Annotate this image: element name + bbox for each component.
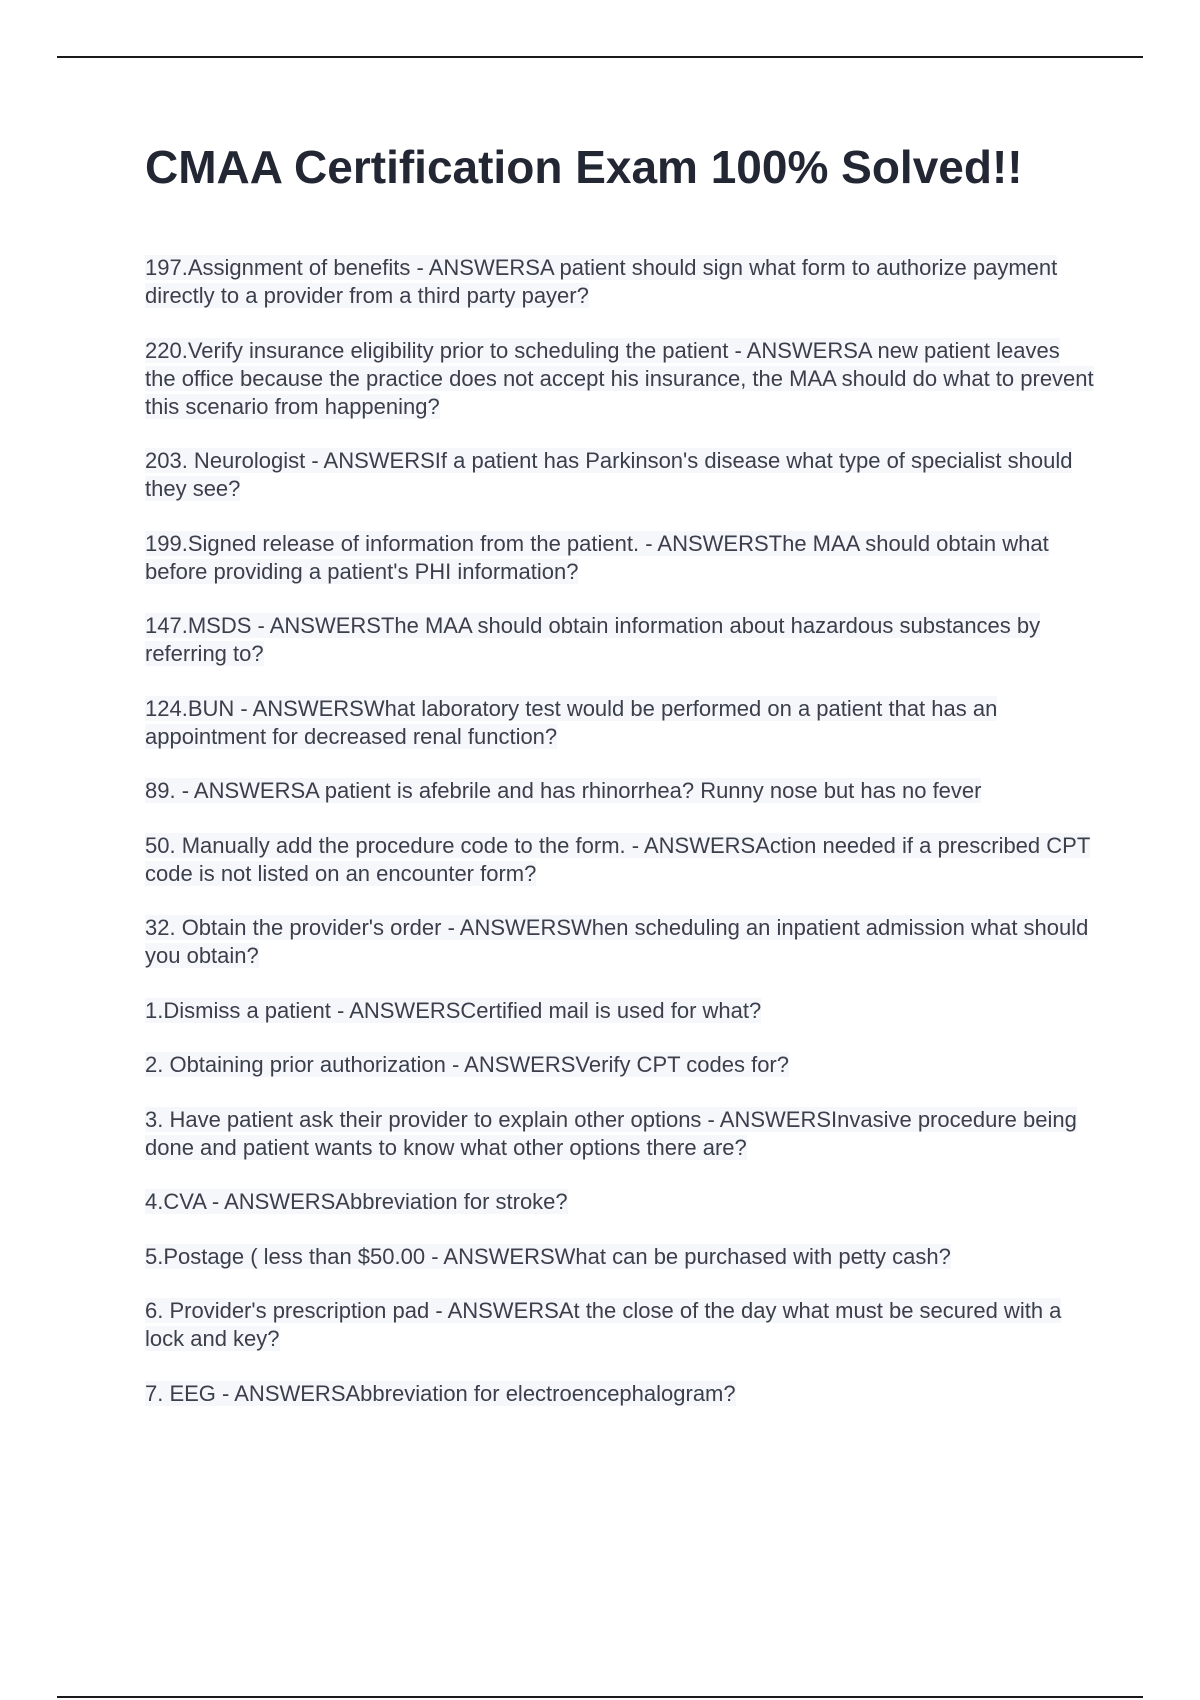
qa-item: [145, 914, 1095, 970]
qa-item-text: 5.Postage ( less than $50.00 - ANSWERSWhat can be purchased with petty cash?: [145, 1243, 951, 1269]
top-rule: [57, 56, 1143, 58]
qa-item: [145, 1380, 1095, 1408]
qa-item-text: 3. Have patient ask their provider to explain other options - ANSWERSInvasive procedure being done and patient wants to know what other options there are?: [145, 1106, 1077, 1160]
qa-item: [145, 1243, 1095, 1271]
qa-item: [145, 1188, 1095, 1216]
bottom-rule: [57, 1696, 1143, 1698]
page-title: CMAA Certification Exam 100% Solved!!: [145, 141, 1023, 193]
qa-item-text: 89. - ANSWERSA patient is afebrile and has rhinorrhea? Runny nose but has no fever: [145, 778, 982, 803]
qa-item: [145, 997, 1095, 1025]
qa-list: [145, 254, 1095, 1434]
qa-item: [145, 695, 1095, 751]
qa-item-text: 147.MSDS - ANSWERSThe MAA should obtain information about hazardous substances by referring to?: [145, 613, 1041, 666]
qa-item: [145, 1297, 1095, 1353]
qa-item: [145, 832, 1095, 888]
qa-item-text: 50. Manually add the procedure code to the form. - ANSWERSAction needed if a prescribed CPT code is not listed on an encounter form?: [145, 832, 1091, 886]
qa-item-text: 199.Signed release of information from the patient. - ANSWERSThe MAA should obtain what before providing a patient's PHI information?: [145, 530, 1049, 584]
qa-item: [145, 337, 1095, 421]
qa-item: [145, 612, 1095, 668]
qa-item: [145, 254, 1095, 310]
qa-item-text: 2. Obtaining prior authorization - ANSWERSVerify CPT codes for?: [145, 1052, 789, 1077]
qa-item: [145, 1106, 1095, 1162]
qa-item-text: 32. Obtain the provider's order - ANSWERSWhen scheduling an inpatient admission what should you obtain?: [145, 915, 1089, 968]
qa-item-text: 220.Verify insurance eligibility prior to scheduling the patient - ANSWERSA new patient leaves the office because the practice does not accept his insurance, the MAA should do what to prevent this scenario from happening?: [145, 337, 1094, 419]
qa-item: [145, 530, 1095, 586]
qa-item-text: 7. EEG - ANSWERSAbbreviation for electroencephalogram?: [145, 1380, 736, 1406]
qa-item-text: 4.CVA - ANSWERSAbbreviation for stroke?: [145, 1189, 568, 1214]
qa-item: [145, 777, 1095, 805]
qa-item-text: 203. Neurologist - ANSWERSIf a patient has Parkinson's disease what type of specialist should they see?: [145, 448, 1073, 501]
qa-item-text: 124.BUN - ANSWERSWhat laboratory test would be performed on a patient that has an appointment for decreased renal function?: [145, 695, 998, 749]
qa-item: [145, 447, 1095, 503]
qa-item-text: 1.Dismiss a patient - ANSWERSCertified mail is used for what?: [145, 997, 762, 1023]
qa-item-text: 6. Provider's prescription pad - ANSWERSAt the close of the day what must be secured with a lock and key?: [145, 1298, 1062, 1351]
qa-item: [145, 1051, 1095, 1079]
qa-item-text: 197.Assignment of benefits - ANSWERSA patient should sign what form to authorize payment directly to a provider from a third party payer?: [145, 255, 1058, 308]
